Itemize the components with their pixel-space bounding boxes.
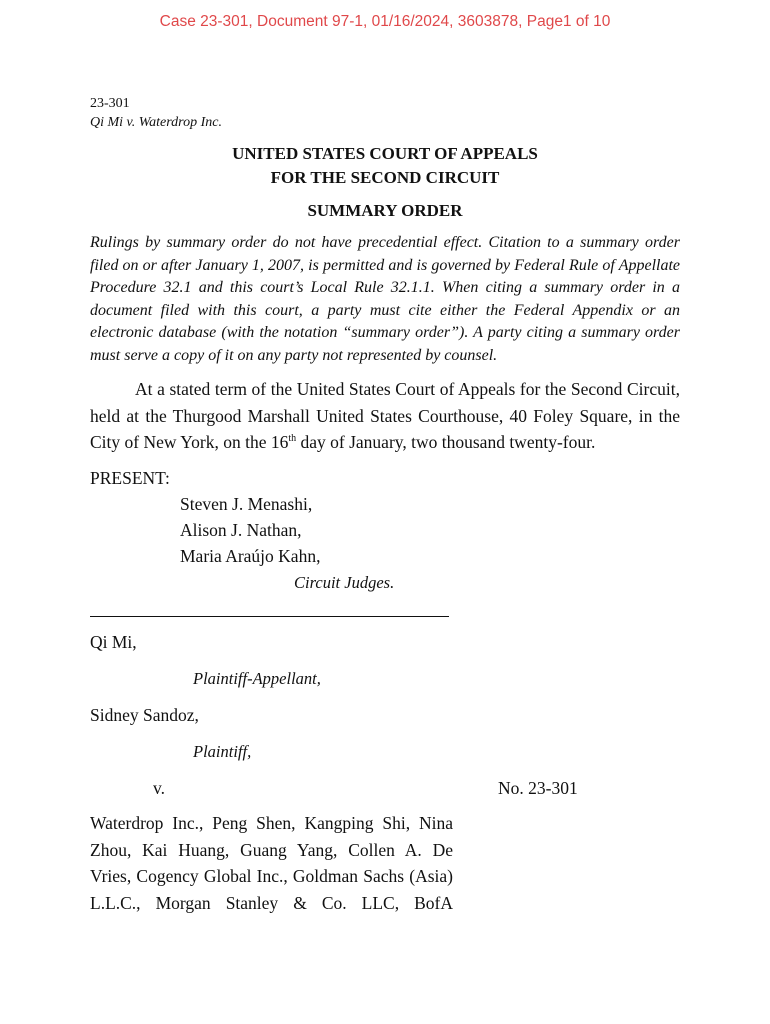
intro-text: At a stated term of the United States Court of Appeals for the Second Circuit, held at the Thurgood Marshall United States Courthouse, 40 Foley Square, in the City of New York, on the 16 [90, 379, 680, 452]
case-header-stamp: Case 23-301, Document 97-1, 01/16/2024, 3603878, Page1 of 10 [159, 13, 611, 30]
plaintiff-name: Sidney Sandoz, [90, 705, 199, 725]
versus-label: v. [153, 778, 165, 798]
intro-superscript: th [288, 433, 297, 445]
order-title: SUMMARY ORDER [307, 201, 463, 220]
present-label: PRESENT: [90, 468, 170, 488]
plaintiff-appellant-name: Qi Mi, [90, 632, 137, 652]
judges-title: Circuit Judges. [294, 573, 395, 592]
docket-number: 23-301 [90, 96, 130, 111]
plaintiff-appellant-role: Plaintiff-Appellant, [193, 669, 321, 688]
judge-name: Steven J. Menashi, [180, 494, 313, 514]
intro-paragraph [90, 376, 680, 456]
judge-name: Alison J. Nathan, [180, 520, 302, 540]
plaintiff-role: Plaintiff, [193, 742, 252, 761]
defendants-list: Waterdrop Inc., Peng Shen, Kangping Shi, Nina Zhou, Kai Huang, Guang Yang, Collen A. De Vries, Cogency Global Inc., Goldman Sachs (Asia) L.L.C., Morgan Stanley & Co. LLC, BofA [90, 813, 453, 913]
case-number: No. 23-301 [498, 778, 578, 798]
precedential-notice: Rulings by summary order do not have precedential effect. Citation to a summary order filed on or after January 1, 2007, is permitted and is governed by Federal Rule of Appellate Procedure 32.1 and this court’s Local Rule 32.1.1. When citing a summary order in a document filed with this court, a party must cite either the Federal Appendix or an electronic database (with the notation “summary order”). A party citing a summary order must serve a copy of it on any party not represented by counsel. [90, 234, 680, 364]
intro-text-end: day of January, two thousand twenty-four. [296, 432, 596, 452]
short-case-caption: Qi Mi v. Waterdrop Inc. [90, 115, 222, 130]
caption-divider [90, 616, 449, 617]
court-name-line-1: UNITED STATES COURT OF APPEALS [232, 144, 538, 163]
court-name-line-2: FOR THE SECOND CIRCUIT [270, 168, 500, 187]
judge-name: Maria Araújo Kahn, [180, 546, 321, 566]
